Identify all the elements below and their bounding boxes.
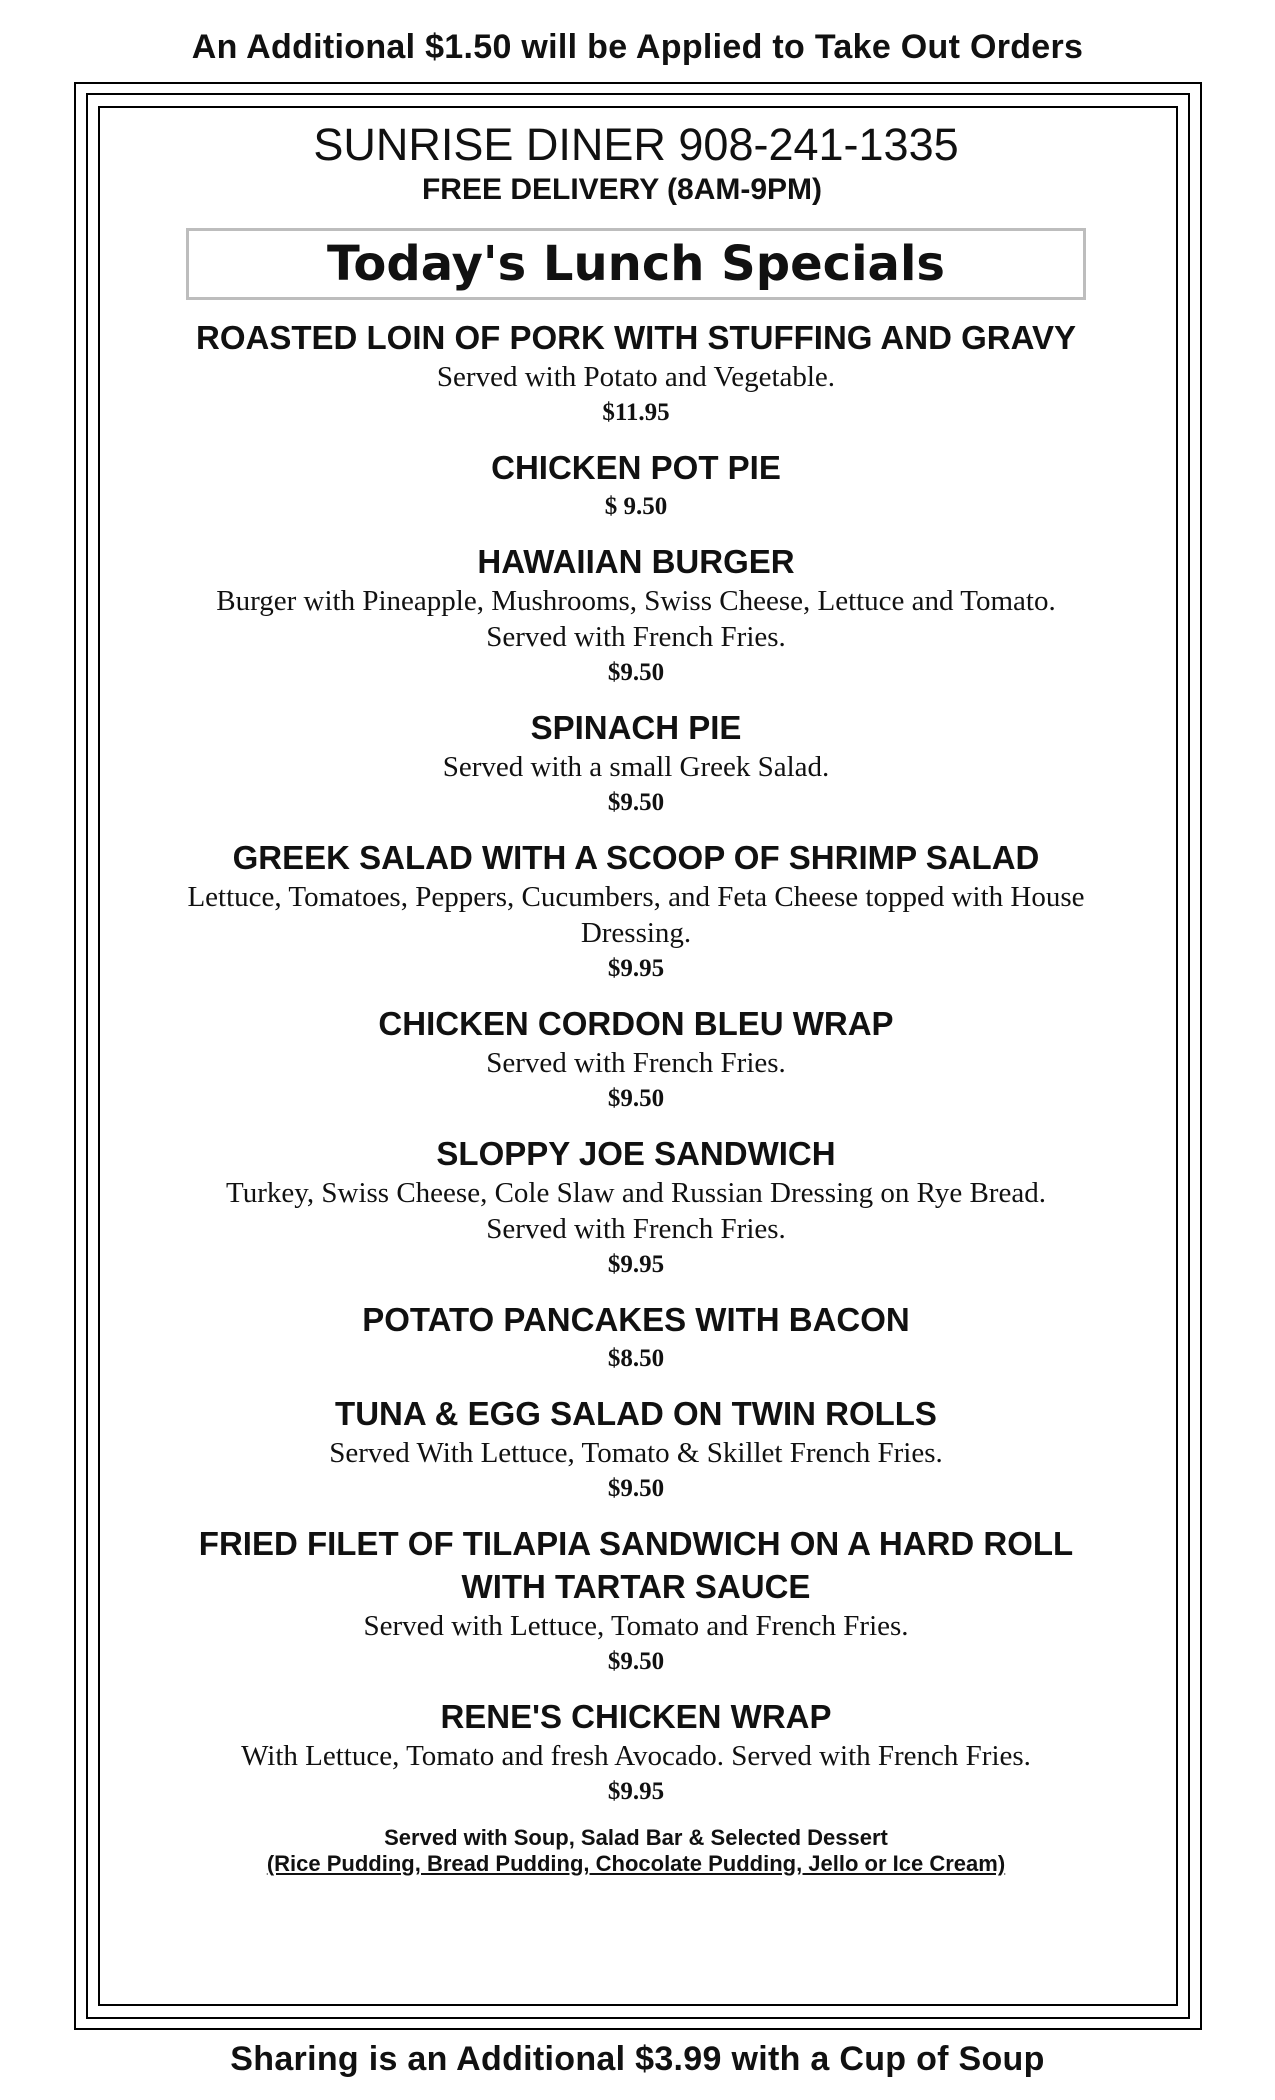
- menu-item: [110, 1392, 1162, 1506]
- menu-item-description: Served with Lettuce, Tomato and French Fries.: [363, 1610, 909, 1642]
- menu-item-price: $9.50: [607, 1648, 665, 1675]
- menu-item-price: $9.95: [607, 955, 665, 982]
- diner-name-phone: SUNRISE DINER 908-241-1335: [313, 119, 959, 170]
- menu-item-name: RENE'S CHICKEN WRAP: [440, 1698, 832, 1735]
- menu-item: [110, 706, 1162, 820]
- menu-item-name: ROASTED LOIN OF PORK WITH STUFFING AND GRAVY: [196, 319, 1076, 356]
- menu-item-description: Turkey, Swiss Cheese, Cole Slaw and Russian Dressing on Rye Bread. Served with French Fries.: [226, 1177, 1046, 1245]
- menu-item-price: $8.50: [607, 1345, 665, 1372]
- menu-item: [110, 1522, 1162, 1679]
- menu-item: [110, 540, 1162, 690]
- menu-item-description: Served With Lettuce, Tomato & Skillet French Fries.: [329, 1437, 943, 1469]
- menu-item-name: SPINACH PIE: [530, 709, 742, 746]
- menu-item-description: Burger with Pineapple, Mushrooms, Swiss Cheese, Lettuce and Tomato. Served with French Fries.: [216, 585, 1056, 653]
- menu-item-price: $9.50: [607, 1475, 665, 1502]
- menu-item-name: CHICKEN POT PIE: [491, 449, 781, 486]
- menu-item: [110, 1002, 1162, 1116]
- menu-item-name: GREEK SALAD WITH A SCOOP OF SHRIMP SALAD: [232, 839, 1040, 876]
- menu-item-price: $9.50: [607, 1085, 665, 1112]
- menu-item-name: CHICKEN CORDON BLEU WRAP: [378, 1005, 894, 1042]
- menu-item-price: $9.50: [607, 659, 665, 686]
- dessert-options-note: (Rice Pudding, Bread Pudding, Chocolate Pudding, Jello or Ice Cream): [266, 1851, 1006, 1876]
- menu-item-description: Served with French Fries.: [486, 1047, 786, 1079]
- menu-item: [110, 1132, 1162, 1282]
- menu-item-name: TUNA & EGG SALAD ON TWIN ROLLS: [335, 1395, 937, 1432]
- menu-item-description: With Lettuce, Tomato and fresh Avocado. Served with French Fries.: [241, 1740, 1031, 1772]
- sharing-charge-note: Sharing is an Additional $3.99 with a Cup of Soup: [230, 2040, 1045, 2078]
- menu-item: [110, 1695, 1162, 1809]
- menu-item: [110, 1298, 1162, 1376]
- menu-item-name: POTATO PANCAKES WITH BACON: [362, 1301, 910, 1338]
- page-title: Today's Lunch Specials: [186, 228, 1086, 300]
- included-sides-note: Served with Soup, Salad Bar & Selected Dessert: [384, 1825, 888, 1850]
- menu-item-price: $9.95: [607, 1251, 665, 1278]
- menu-item-description: Lettuce, Tomatoes, Peppers, Cucumbers, and Feta Cheese topped with House Dressing.: [187, 881, 1085, 949]
- menu-item-name: FRIED FILET OF TILAPIA SANDWICH ON A HARD ROLL WITH TARTAR SAUCE: [198, 1525, 1074, 1605]
- menu-item-price: $9.95: [607, 1778, 665, 1805]
- delivery-hours: FREE DELIVERY (8AM-9PM): [421, 173, 823, 206]
- menu-item-description: Served with a small Greek Salad.: [442, 751, 830, 783]
- menu-content: [110, 112, 1162, 1877]
- menu-item-description: Served with Potato and Vegetable.: [436, 361, 836, 393]
- menu-item-price: $9.50: [607, 789, 665, 816]
- menu-item: [110, 836, 1162, 986]
- menu-item-price: $11.95: [602, 399, 670, 426]
- menu-items-list: [110, 316, 1162, 1809]
- menu-item: [110, 446, 1162, 524]
- takeout-surcharge-note: An Additional $1.50 will be Applied to Take Out Orders: [191, 28, 1084, 66]
- menu-item-name: SLOPPY JOE SANDWICH: [436, 1135, 836, 1172]
- menu-item-name: HAWAIIAN BURGER: [477, 543, 795, 580]
- menu-item: [110, 316, 1162, 430]
- menu-item-price: $ 9.50: [604, 493, 668, 520]
